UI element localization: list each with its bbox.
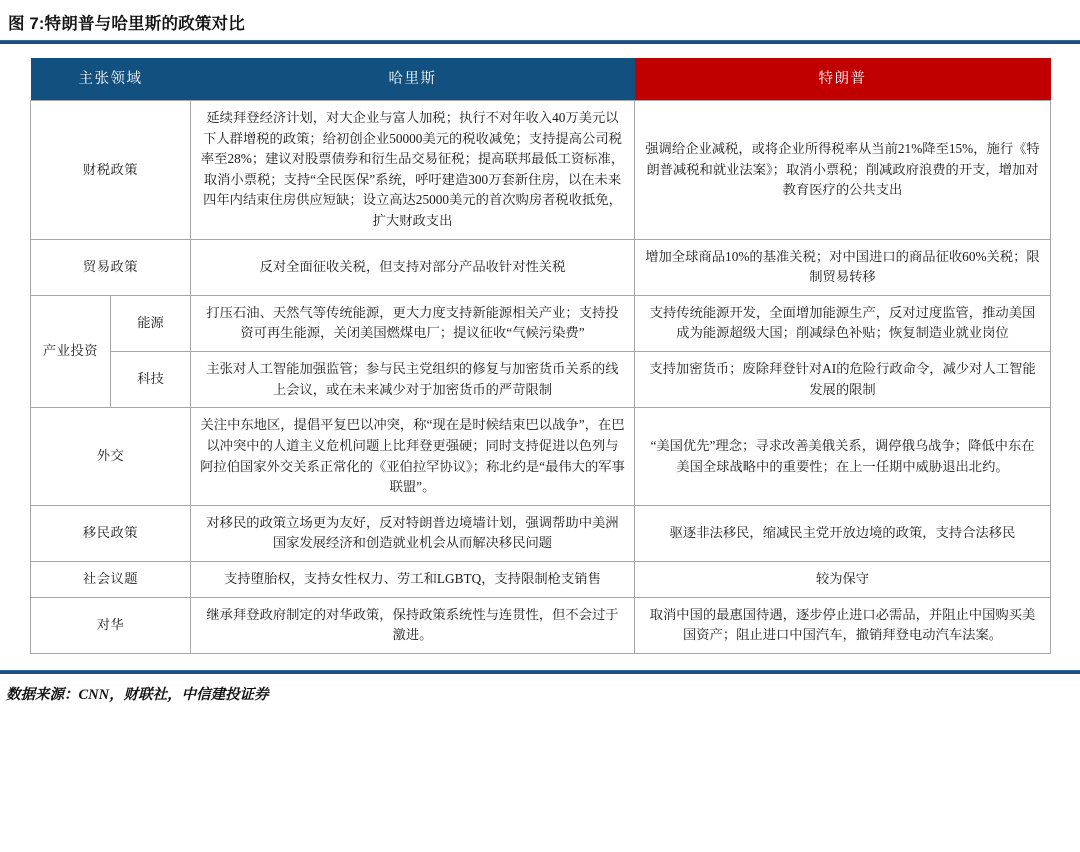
row-domain-label-industry: 产业投资 xyxy=(31,295,111,407)
row-trump-cell: 强调给企业减税，或将企业所得税率从当前21%降至15%，施行《特朗普减税和就业法案》；取消小票税；削减政府浪费的开支，增加对教育医疗的公共支出 xyxy=(635,101,1051,240)
row-domain-label: 外交 xyxy=(31,408,191,505)
row-subdomain-label-energy: 能源 xyxy=(111,295,191,351)
column-header-domain: 主张领域 xyxy=(31,58,191,101)
table-row xyxy=(31,597,1051,653)
row-domain-label: 对华 xyxy=(31,597,191,653)
row-domain-label: 移民政策 xyxy=(31,505,191,561)
comparison-table-container xyxy=(0,58,1080,654)
row-harris-cell: 关注中东地区，提倡平复巴以冲突，称“现在是时候结束巴以战争”，在巴以冲突中的人道主义危机问题上比拜登更强硬；同时支持促进以色列与阿拉伯国家外交关系正常化的《亚伯拉罕协议》；称北约是“最伟大的军事联盟”。 xyxy=(191,408,635,505)
row-harris-cell: 打压石油、天然气等传统能源，更大力度支持新能源相关产业；支持投资可再生能源，关闭美国燃煤电厂；提议征收“气候污染费” xyxy=(191,295,635,351)
row-domain-label: 贸易政策 xyxy=(31,239,191,295)
source-note: 数据来源：CNN，财联社，中信建投证券 xyxy=(6,686,269,703)
row-subdomain-label-tech: 科技 xyxy=(111,352,191,408)
row-harris-cell: 反对全面征收关税，但支持对部分产品收针对性关税 xyxy=(191,239,635,295)
row-trump-cell: 取消中国的最惠国待遇，逐步停止进口必需品，并阻止中国购买美国资产；阻止进口中国汽车，撤销拜登电动汽车法案。 xyxy=(635,597,1051,653)
row-trump-cell: 增加全球商品10%的基准关税；对中国进口的商品征收60%关税；限制贸易转移 xyxy=(635,239,1051,295)
title-divider xyxy=(0,40,1080,44)
row-trump-cell: 较为保守 xyxy=(635,561,1051,597)
table-row xyxy=(31,352,1051,408)
row-domain-label: 社会议题 xyxy=(31,561,191,597)
row-harris-cell: 支持堕胎权，支持女性权力、劳工和LGBTQ，支持限制枪支销售 xyxy=(191,561,635,597)
table-row xyxy=(31,408,1051,505)
row-trump-cell: 支持加密货币；废除拜登针对AI的危险行政命令，减少对人工智能发展的限制 xyxy=(635,352,1051,408)
table-row xyxy=(31,561,1051,597)
column-header-trump: 特朗普 xyxy=(635,58,1051,101)
row-domain-label: 财税政策 xyxy=(31,101,191,240)
policy-comparison-table xyxy=(30,58,1051,654)
header-row xyxy=(31,58,1051,101)
table-row xyxy=(31,295,1051,351)
row-harris-cell: 延续拜登经济计划，对大企业与富人加税；执行不对年收入40万美元以下人群增税的政策；给初创企业50000美元的税收减免；支持提高公司税率至28%；建议对股票债券和衍生品交易征税；提高联邦最低工资标准，取消小票税；支持“全民医保”系统，呼吁建造300万套新住房，以在未来四年内结束住房供应短缺；设立高达25000美元的首次购房者税收抵免，扩大财政支出 xyxy=(191,101,635,240)
page-title: 图 7:特朗普与哈里斯的政策对比 xyxy=(8,15,245,33)
table-header xyxy=(31,58,1051,101)
row-harris-cell: 主张对人工智能加强监管；参与民主党组织的修复与加密货币关系的线上会议，或在未来减少对于加密货币的严苛限制 xyxy=(191,352,635,408)
table-row xyxy=(31,239,1051,295)
table-row xyxy=(31,505,1051,561)
row-harris-cell: 继承拜登政府制定的对华政策，保持政策系统性与连贯性，但不会过于激进。 xyxy=(191,597,635,653)
table-row xyxy=(31,101,1051,240)
row-trump-cell: “美国优先”理念；寻求改善美俄关系，调停俄乌战争；降低中东在美国全球战略中的重要性；在上一任期中威胁退出北约。 xyxy=(635,408,1051,505)
row-trump-cell: 驱逐非法移民，缩减民主党开放边境的政策，支持合法移民 xyxy=(635,505,1051,561)
column-header-harris: 哈里斯 xyxy=(191,58,635,101)
row-harris-cell: 对移民的政策立场更为友好，反对特朗普边境墙计划，强调帮助中美洲国家发展经济和创造就业机会从而解决移民问题 xyxy=(191,505,635,561)
table-body xyxy=(31,101,1051,654)
row-trump-cell: 支持传统能源开发，全面增加能源生产，反对过度监管，推动美国成为能源超级大国；削减绿色补贴；恢复制造业就业岗位 xyxy=(635,295,1051,351)
